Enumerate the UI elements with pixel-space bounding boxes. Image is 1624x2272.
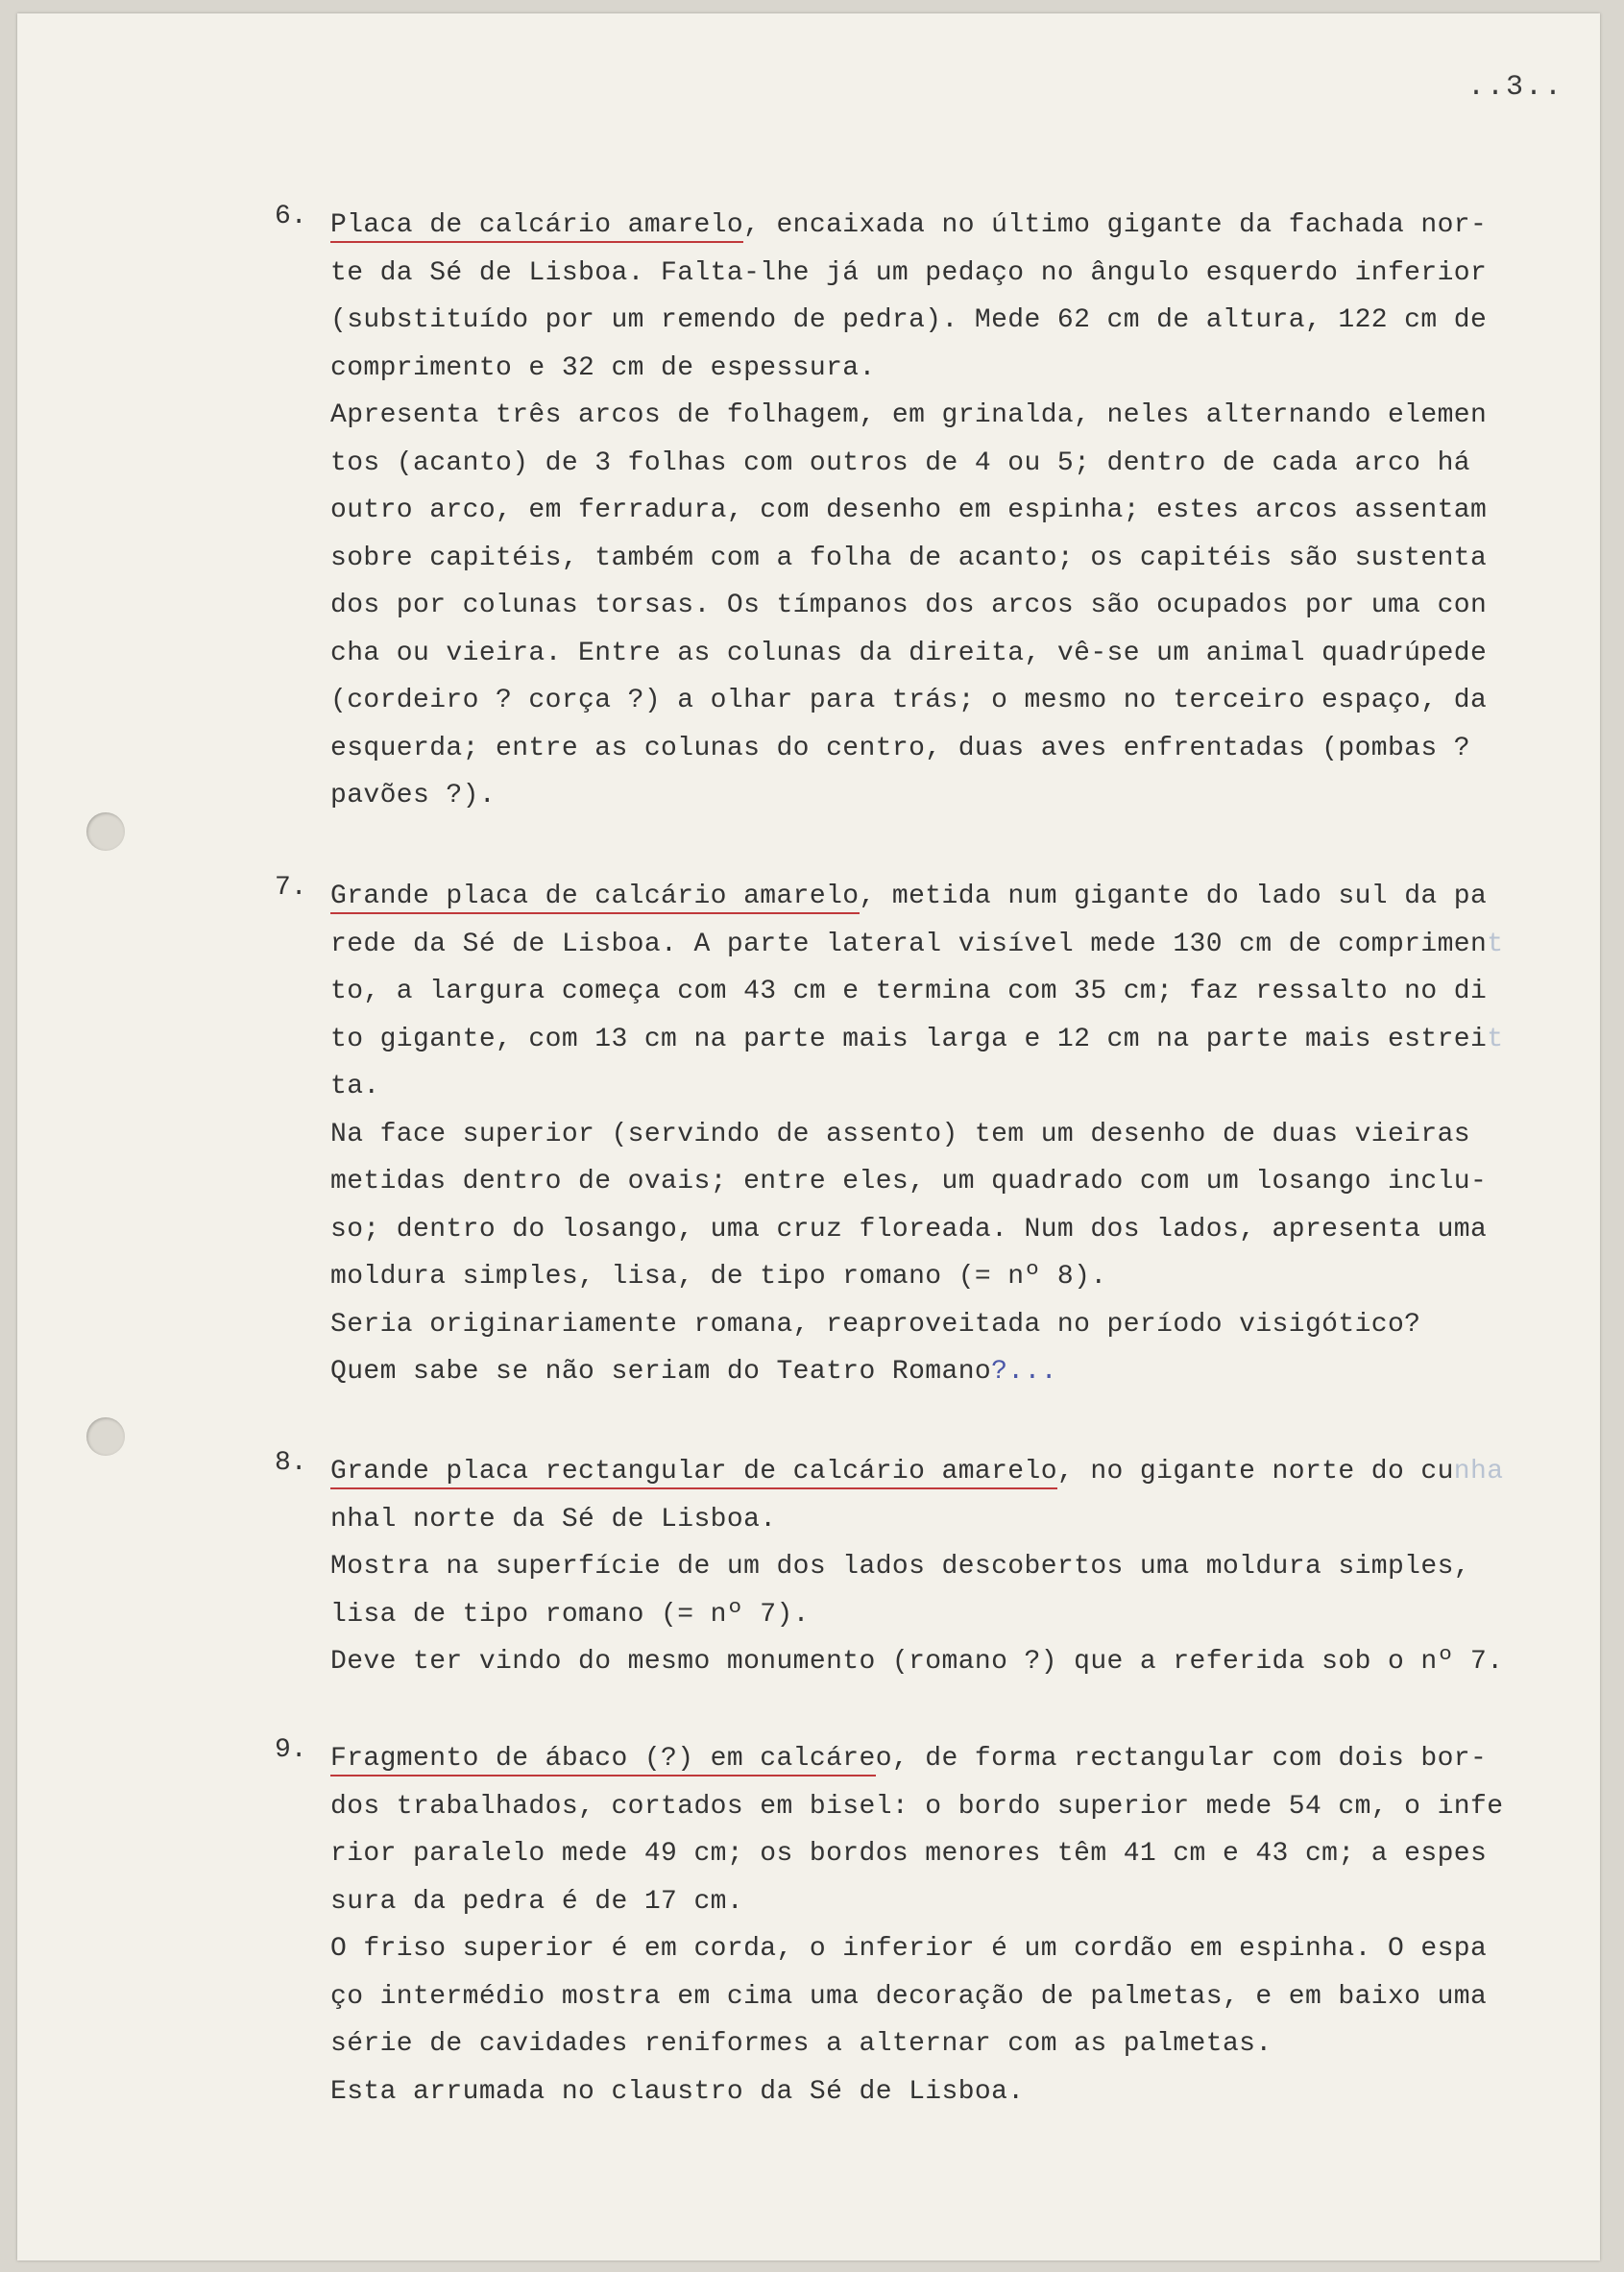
entry-number: 8. (275, 1448, 307, 1478)
entry-body (330, 1448, 1562, 1686)
entry-line: Quem sabe se não seriam do Teatro Romano (330, 1357, 992, 1387)
entry-line: to, a largura começa com 43 cm e termina com 35 cm; faz ressalto no di (330, 977, 1488, 1006)
entry-line: pavões ?). (330, 781, 497, 810)
entry-line: o, de forma rectangular com dois bor- (875, 1744, 1488, 1774)
entry-line: Apresenta três arcos de folhagem, em grinalda, neles alternando elemen (330, 400, 1488, 430)
entry-line: cha ou vieira. Entre as colunas da direita, vê-se um animal quadrúpede (330, 638, 1488, 668)
entry-line: lisa de tipo romano (= nº 7). (330, 1599, 810, 1630)
entry-line: (substituído por um remendo de pedra). Mede 62 cm de altura, 122 cm de (330, 305, 1488, 335)
entry-title: Grande placa rectangular de calcário amarelo (330, 1457, 1057, 1489)
entry-line: ço intermédio mostra em cima uma decoração de palmetas, e em baixo uma (330, 1981, 1488, 2012)
entry-line: rior paralelo mede 49 cm; os bordos menores têm 41 cm e 43 cm; a espes (330, 1839, 1488, 1869)
entry-line: Seria originariamente romana, reaproveitada no período visigótico? (330, 1309, 1421, 1340)
faint-typed-text: nha (1453, 1457, 1504, 1486)
entry-7 (275, 873, 1562, 1396)
entry-body (330, 1735, 1562, 2115)
entry-line: tos (acanto) de 3 folhas com outros de 4 ou 5; dentro de cada arco há (330, 447, 1470, 478)
entry-line: so; dentro do losango, uma cruz floreada. Num dos lados, apresenta uma (330, 1214, 1488, 1245)
entry-title: Grande placa de calcário amarelo (330, 882, 860, 914)
entry-line: esquerda; entre as colunas do centro, duas aves enfrentadas (pombas ? (330, 733, 1470, 763)
entry-line: O friso superior é em corda, o inferior é um cordão em espinha. O espa (330, 1934, 1488, 1964)
entry-line: outro arco, em ferradura, com desenho em espinha; estes arcos assentam (330, 495, 1488, 525)
faint-typed-char: t (1487, 1024, 1504, 1054)
entry-line: , no gigante norte do cu (1056, 1457, 1454, 1486)
entry-title: Fragmento de ábaco (?) em calcáre (330, 1744, 876, 1777)
entry-line: metidas dentro de ovais; entre eles, um quadrado com um losango inclu- (330, 1167, 1488, 1196)
page-number: ..3.. (1466, 71, 1563, 104)
entry-line: , encaixada no último gigante da fachada nor- (743, 210, 1488, 240)
entry-number: 7. (275, 873, 307, 903)
entry-line: Mostra na superfície de um dos lados descobertos uma moldura simples, (330, 1552, 1470, 1582)
entry-line: dos por colunas torsas. Os tímpanos dos arcos são ocupados por uma con (330, 591, 1488, 620)
punch-hole-upper (86, 812, 125, 851)
entry-6 (275, 202, 1562, 820)
entry-line: Esta arrumada no claustro da Sé de Lisboa. (330, 2076, 1025, 2107)
entry-line: série de cavidades reniformes a alternar com as palmetas. (330, 2029, 1273, 2059)
entry-line: moldura simples, lisa, de tipo romano (= nº 8). (330, 1262, 1107, 1292)
entry-line: comprimento e 32 cm de espessura. (330, 352, 876, 383)
entry-line: sura da pedra é de 17 cm. (330, 1886, 744, 1917)
entry-number: 9. (275, 1735, 307, 1765)
entry-line: ta. (330, 1072, 380, 1101)
document-page (17, 13, 1600, 2260)
entry-number: 6. (275, 202, 307, 231)
entry-title: Placa de calcário amarelo (330, 210, 743, 243)
punch-hole-lower (86, 1417, 125, 1456)
entry-line: (cordeiro ? corça ?) a olhar para trás; o mesmo no terceiro espaço, da (330, 686, 1488, 715)
faint-typed-char: t (1487, 929, 1504, 959)
entry-line: nhal norte da Sé de Lisboa. (330, 1504, 777, 1535)
entry-line: to gigante, com 13 cm na parte mais larga e 12 cm na parte mais estrei (330, 1024, 1488, 1054)
entry-body (330, 873, 1562, 1396)
entry-9 (275, 1735, 1562, 2115)
entry-line: te da Sé de Lisboa. Falta-lhe já um pedaço no ângulo esquerdo inferior (330, 257, 1488, 288)
entry-line: , metida num gigante do lado sul da pa (859, 882, 1488, 911)
entry-8 (275, 1448, 1562, 1686)
entry-line: rede da Sé de Lisboa. A parte lateral visível mede 130 cm de comprimen (330, 929, 1488, 959)
entry-line: Deve ter vindo do mesmo monumento (romano ?) que a referida sob o nº 7. (330, 1647, 1504, 1677)
entry-body (330, 202, 1562, 820)
entry-line: Na face superior (servindo de assento) tem um desenho de duas vieiras (330, 1119, 1470, 1149)
handwritten-note: ?... (991, 1357, 1057, 1387)
entry-line: dos trabalhados, cortados em bisel: o bordo superior mede 54 cm, o infe (330, 1791, 1504, 1822)
entry-line: sobre capitéis, também com a folha de acanto; os capitéis são sustenta (330, 543, 1488, 573)
